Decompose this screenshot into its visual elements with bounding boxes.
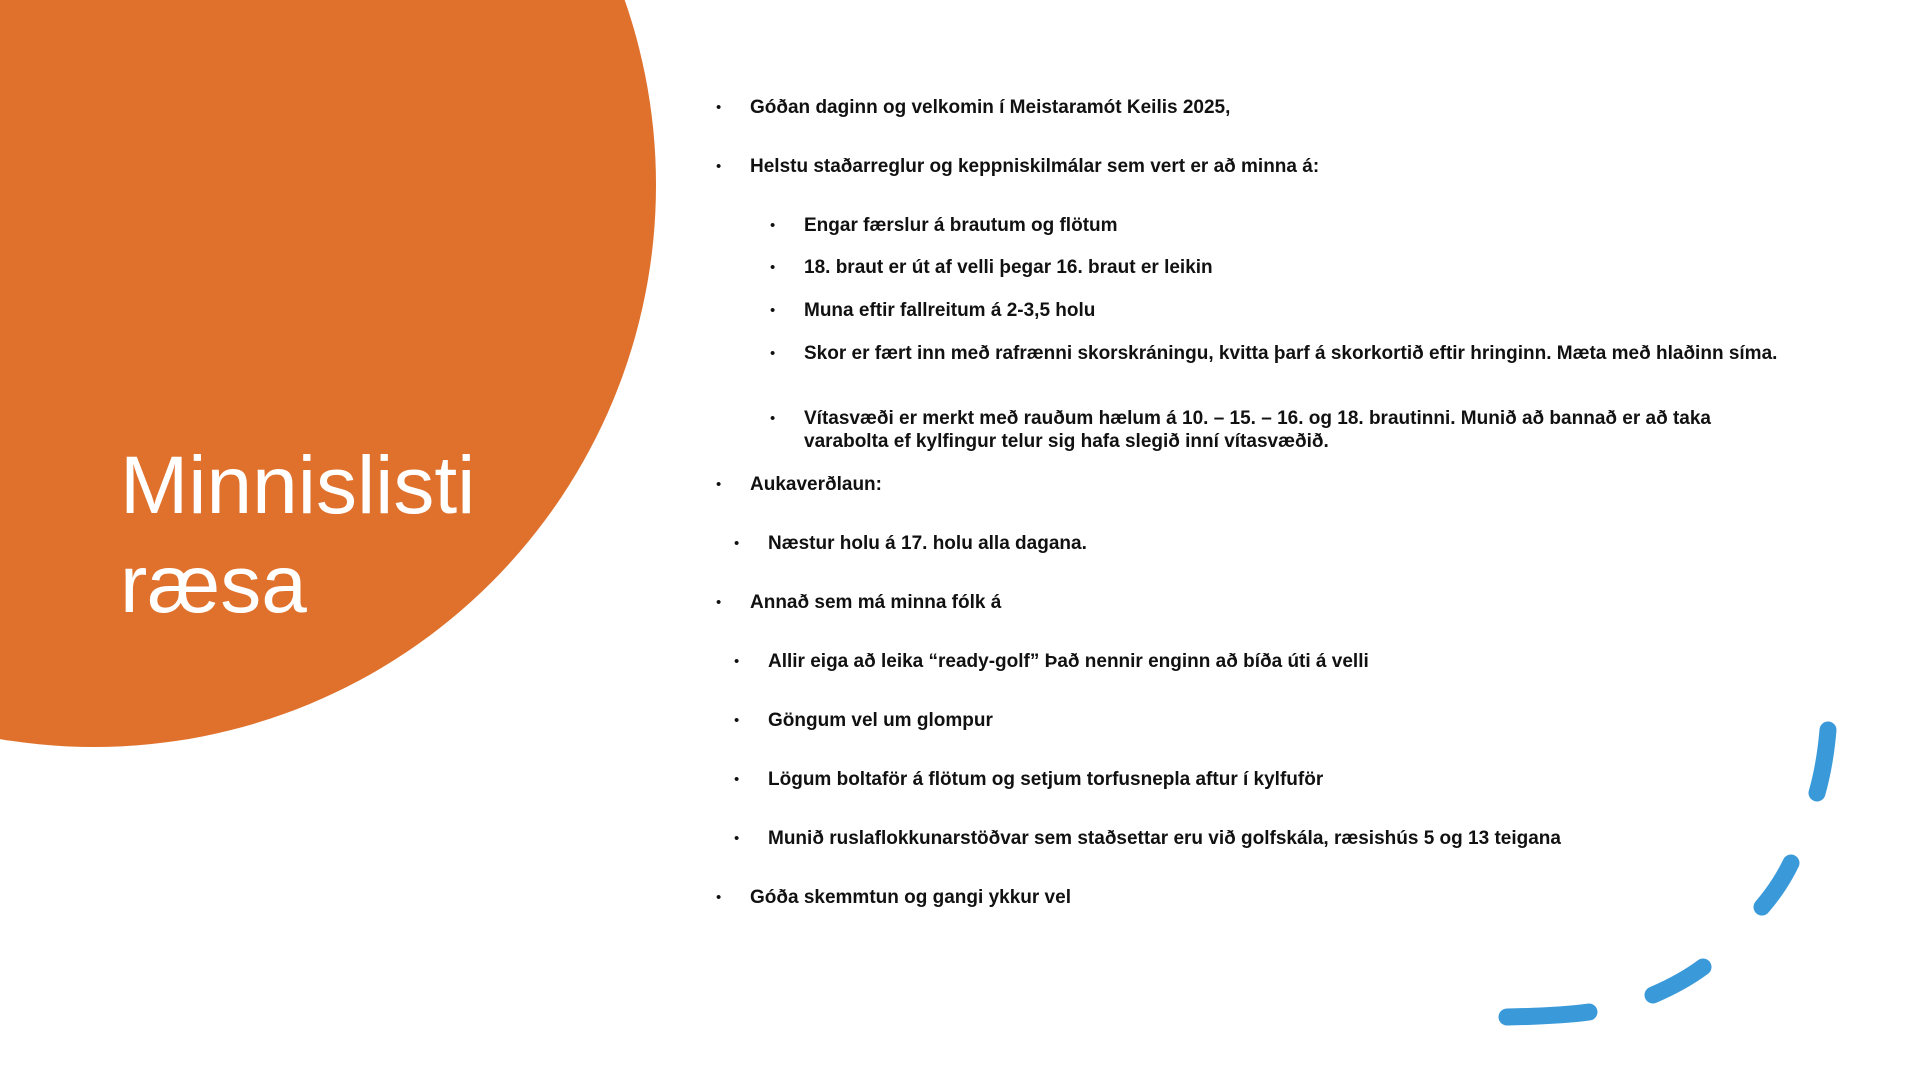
bullet-dot: • xyxy=(734,830,740,847)
reminders-heading: Annað sem má minna fólk á xyxy=(750,592,1002,613)
bullet-dot: • xyxy=(734,653,740,670)
bullet-dot: • xyxy=(716,158,722,175)
bullet-dot: • xyxy=(734,535,740,552)
bullet-dot: • xyxy=(716,99,722,116)
rule-item: Vítasvæði er merkt með rauðum hælum á 10. – 15. – 16. og 18. brautinni. Munið að bannað er að taka varabolta ef kylfingur telur sig hafa slegið inní vítasvæðið. xyxy=(804,408,1711,452)
bullet-dot: • xyxy=(734,771,740,788)
bullet-dot: • xyxy=(716,889,722,906)
rule-item: Skor er fært inn með rafrænni skorskráningu, kvitta þarf á skorkortið eftir hringinn. Mæta með hlaðinn síma. xyxy=(804,343,1778,364)
rule-item: Muna eftir fallreitum á 2-3,5 holu xyxy=(804,300,1096,321)
bullet-dot: • xyxy=(770,345,776,362)
welcome-text: Góðan daginn og velkomin í Meistaramót Keilis 2025, xyxy=(750,97,1231,118)
prizes-heading: Aukaverðlaun: xyxy=(750,474,882,495)
closing-text: Góða skemmtun og gangi ykkur vel xyxy=(750,887,1071,908)
rule-item: 18. braut er út af velli þegar 16. braut er leikin xyxy=(804,257,1213,278)
rules-heading: Helstu staðarreglur og keppniskilmálar sem vert er að minna á: xyxy=(750,156,1320,177)
reminder-item: Lögum boltaför á flötum og setjum torfusnepla aftur í kylfuför xyxy=(768,769,1324,790)
bullet-dot: • xyxy=(770,410,776,427)
slide-title-line-1: Minnislisti xyxy=(120,440,476,531)
bullet-dot: • xyxy=(770,259,776,276)
reminder-item: Munið ruslaflokkunarstöðvar sem staðsettar eru við golfskála, ræsishús 5 og 13 teigana xyxy=(768,828,1561,849)
bullet-dot: • xyxy=(716,476,722,493)
rule-item: Engar færslur á brautum og flötum xyxy=(804,215,1118,236)
bullet-dot: • xyxy=(770,302,776,319)
slide-title-line-2: ræsa xyxy=(120,539,307,630)
bullet-dot: • xyxy=(770,217,776,234)
bullet-dot: • xyxy=(734,712,740,729)
prize-item: Næstur holu á 17. holu alla dagana. xyxy=(768,533,1087,554)
bullet-dot: • xyxy=(716,594,722,611)
reminder-item: Allir eiga að leika “ready-golf” Það nennir enginn að bíða úti á velli xyxy=(768,651,1369,672)
reminder-item: Göngum vel um glompur xyxy=(768,710,993,731)
